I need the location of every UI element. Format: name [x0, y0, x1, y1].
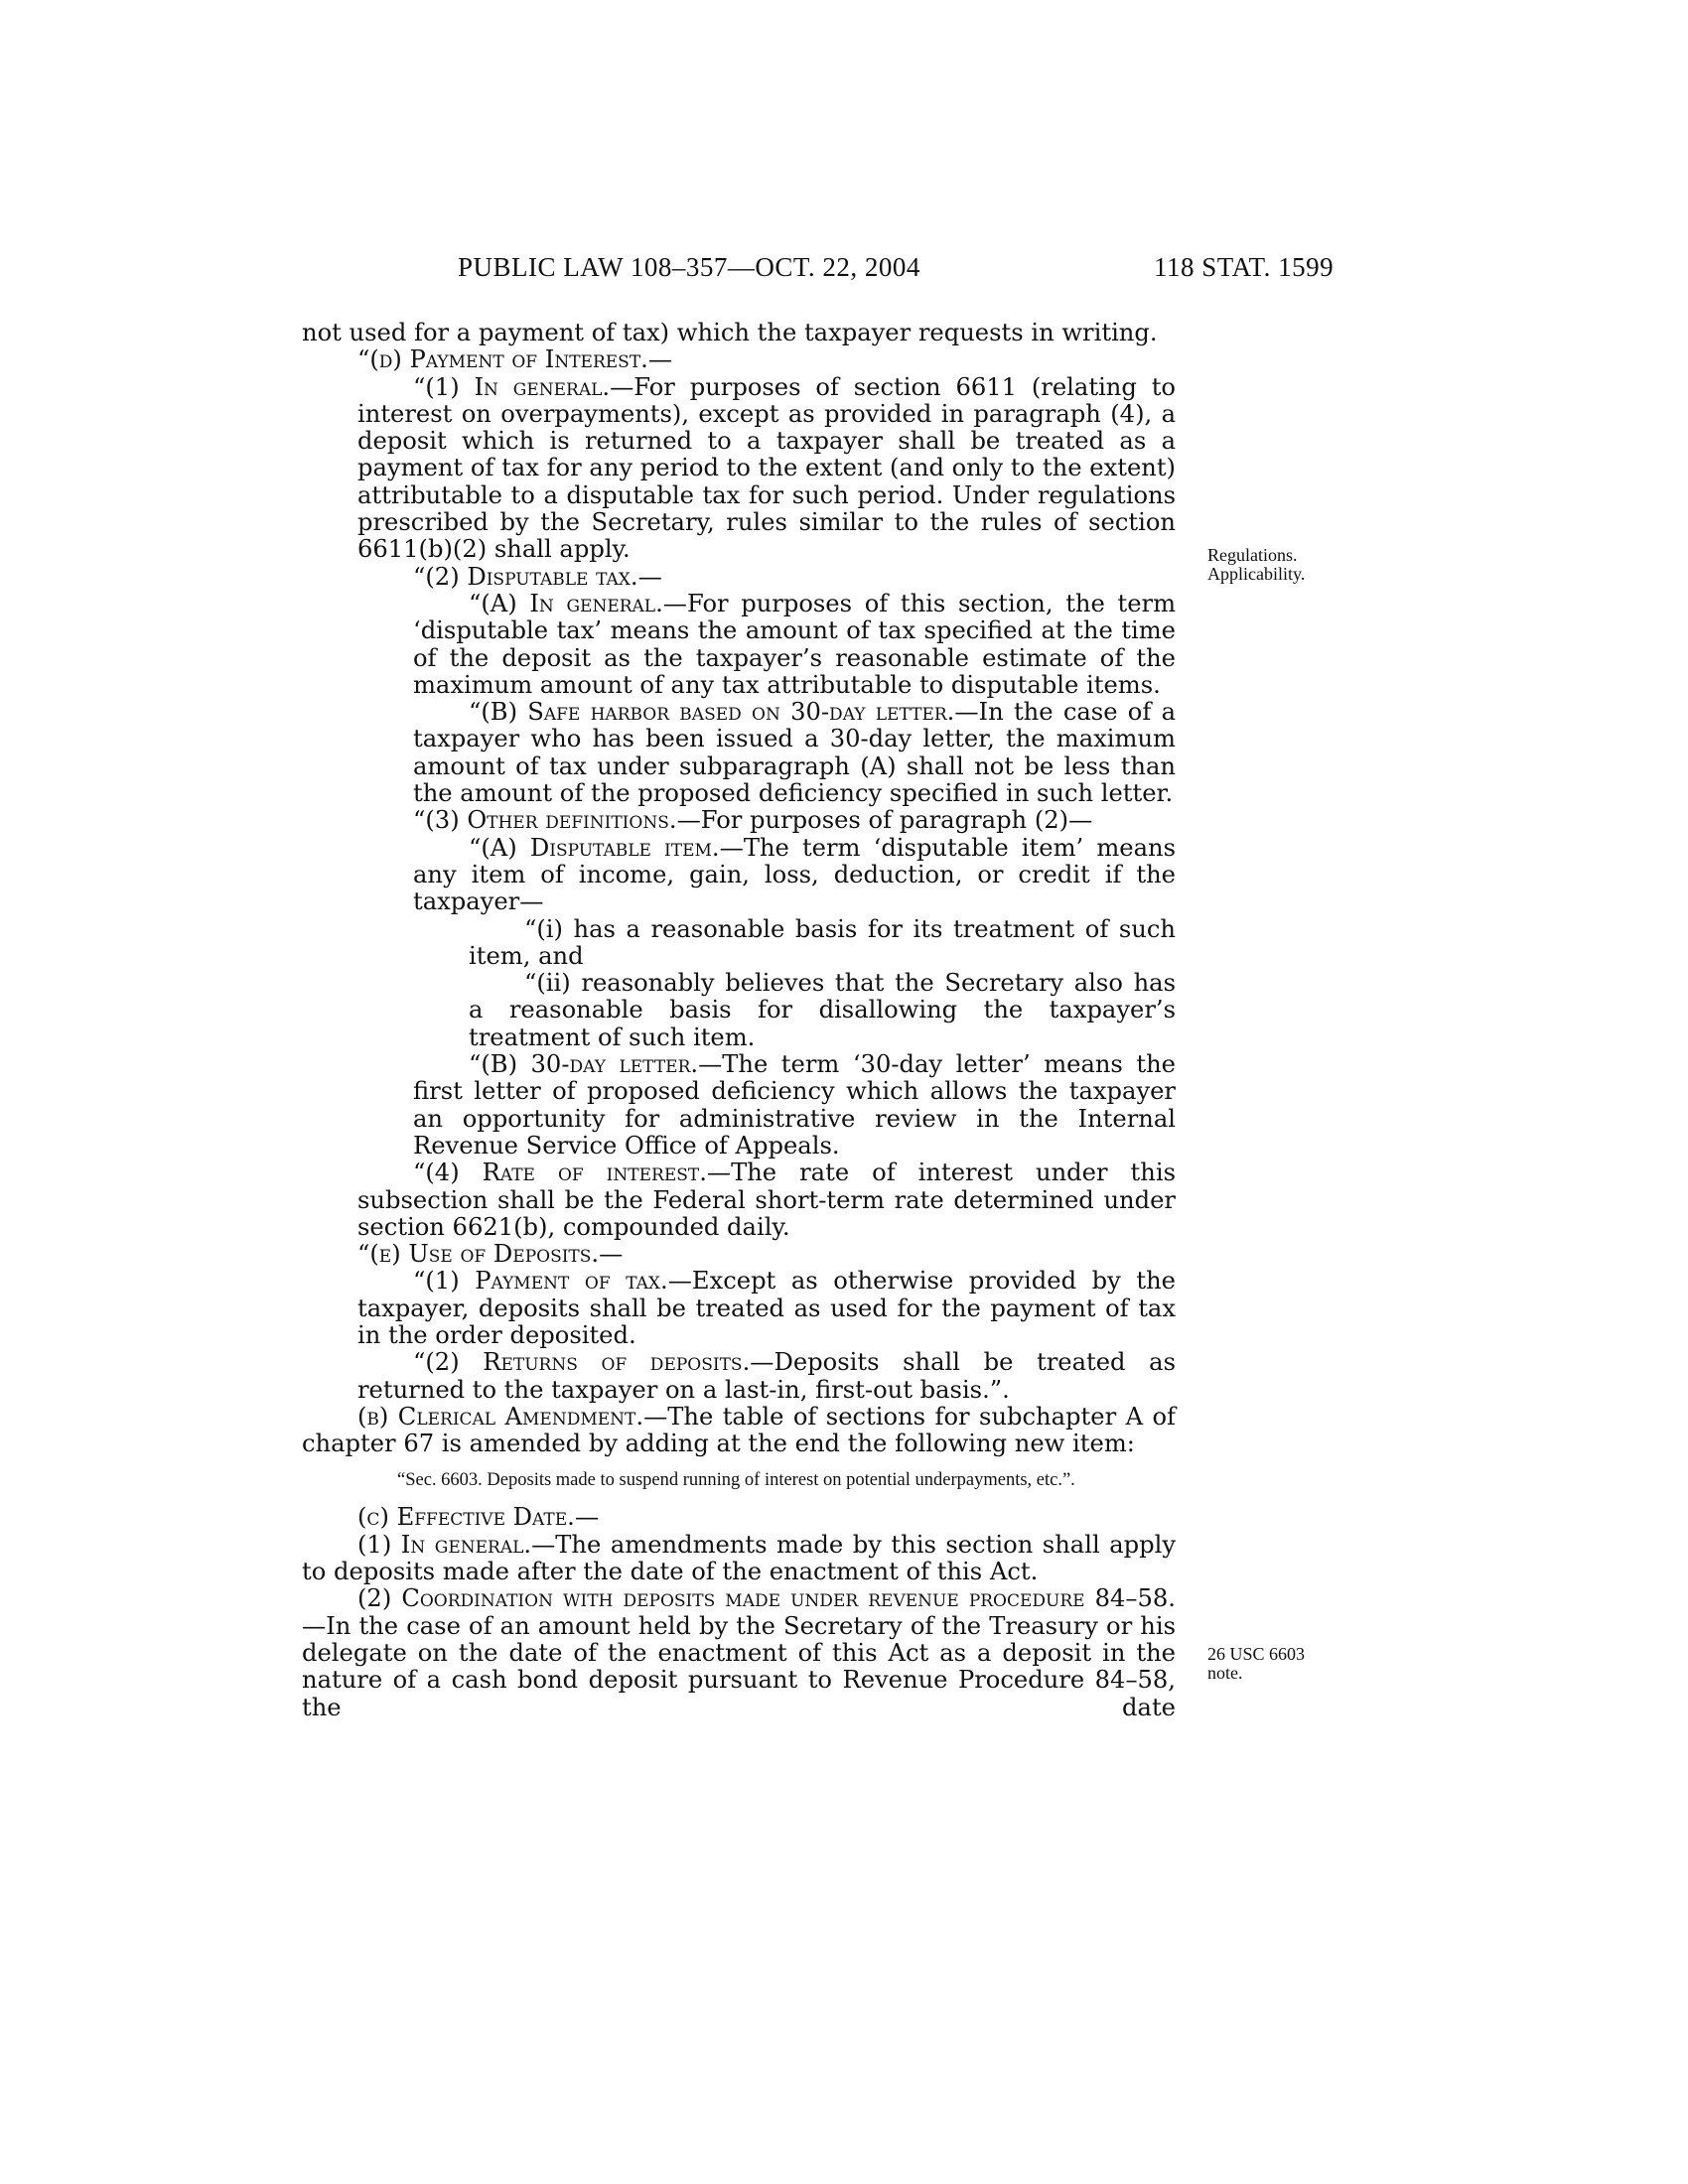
heading-text: (c) Effective Date.—	[357, 1503, 600, 1532]
paragraph-heading: (b) Clerical Amendment.	[357, 1402, 644, 1431]
paragraph-continuation: not used for a payment of tax) which the taxpayer requests in writing.	[302, 319, 1158, 346]
paragraph-text: —The table of sections for subchapter A of chapter 67 is amended by adding at the end the following new item:	[302, 1402, 1176, 1458]
paragraph-heading: “(1) In general.	[413, 372, 611, 401]
paragraph-text: —For purposes of paragraph (2)—	[676, 806, 1093, 835]
paragraph-heading: “(B) Safe harbor based on 30-day letter.	[469, 698, 955, 727]
paragraph-text: —In the case of a taxpayer who has been issued a 30-day letter, the maximum amount of tax under subparagraph (A) shall not be less than the amount of the proposed deficiency specified in such letter.	[413, 698, 1176, 808]
paragraph-text: —The amendments made by this section shall apply to deposits made after the date of the enactment of this Act.	[302, 1530, 1176, 1586]
paragraph-c2	[302, 1585, 1176, 1720]
paragraph-text: —The term ‘30-day letter’ means the first letter of proposed deficiency which allows the taxpayer an opportunity for administrative review in the Internal Revenue Service Office of Appeals.	[413, 1050, 1176, 1160]
paragraph-text: —The rate of interest under this subsection shall be the Federal short-term rate determined under section 6621(b), compounded daily.	[357, 1159, 1176, 1241]
clause-ii: “(ii) reasonably believes that the Secretary also has a reasonable basis for disallowing the taxpayer’s treatment of such item.	[469, 969, 1176, 1051]
paragraph-d4	[302, 1160, 1176, 1241]
paragraph-c1	[302, 1532, 1176, 1586]
paragraph-e2	[302, 1349, 1176, 1404]
margin-note-line: Regulations.	[1207, 545, 1298, 565]
header-stat-page: 118 STAT. 1599	[1154, 252, 1335, 282]
heading-text: “(d) Payment of Interest.—	[357, 345, 673, 374]
running-header	[0, 252, 1688, 292]
margin-note-line: 26 USC 6603	[1207, 1644, 1306, 1664]
heading-c-effective-date	[302, 1504, 1176, 1531]
paragraph-heading: “(3) Other definitions.	[413, 806, 677, 835]
paragraph-heading: (2) Coordination with deposits made under revenue procedure 84–58.	[357, 1584, 1176, 1613]
paragraph-d3	[302, 807, 1176, 834]
paragraph-heading: (1) In general.	[357, 1530, 532, 1559]
paragraph-e1	[302, 1268, 1176, 1349]
heading-e-use-of-deposits	[302, 1241, 1176, 1268]
margin-note-line: Applicability.	[1207, 564, 1306, 584]
paragraph-text: —For purposes of section 6611 (relating to interest on overpayments), except as provided in paragraph (4), a deposit which is returned to a taxpayer shall be treated as a payment of tax for any period to the extent (and only to the extent) attributable to a disputable tax for such period. Under regulations prescribed by the Secretary, rules similar to the rules of section 6611(b)(2) shall apply.	[357, 372, 1176, 564]
paragraph-heading: “(2) Returns of deposits.	[413, 1348, 751, 1377]
table-of-sections-item: “Sec. 6603. Deposits made to suspend running of interest on potential underpayments, etc.”.	[397, 1470, 1075, 1491]
paragraph-heading: “(B) 30-day letter.	[469, 1050, 699, 1079]
statute-body	[302, 320, 1176, 1721]
paragraph-heading: “(A) Disputable item.	[469, 833, 720, 862]
paragraph-text: —For purposes of this section, the term ‘disputable tax’ means the amount of tax specified at the time of the deposit as the taxpayer’s reasonable estimate of the maximum amount of any tax attributable to disputable items.	[413, 589, 1177, 699]
margin-note-line: note.	[1207, 1663, 1243, 1683]
paragraph-d2b	[302, 699, 1176, 807]
paragraph-text: —In the case of an amount held by the Secretary of the Treasury or his delegate on the date of the enactment of this Act as a deposit in the nature of a cash bond deposit pursuant to Revenue Procedure 84–58, the date	[302, 1611, 1176, 1721]
heading-text: “(e) Use of Deposits.—	[357, 1240, 624, 1269]
paragraph-heading: “(1) Payment of tax.	[413, 1267, 668, 1296]
paragraph-d2a	[302, 591, 1176, 699]
header-public-law: PUBLIC LAW 108–357—OCT. 22, 2004	[458, 252, 920, 282]
paragraph-b-clerical-amendment	[302, 1404, 1176, 1458]
paragraph-d3b	[302, 1051, 1176, 1160]
paragraph-heading: “(4) Rate of interest.	[413, 1159, 707, 1187]
paragraph-text: —Deposits shall be treated as returned to the taxpayer on a last-in, first-out basis.”.	[357, 1348, 1176, 1404]
clause-i: “(i) has a reasonable basis for its treatment of such item, and	[469, 914, 1176, 970]
paragraph-text: —The term ‘disputable item’ means any item of income, gain, loss, deduction, or credit if the taxpayer—	[413, 833, 1176, 916]
heading-d2-disputable-tax	[302, 564, 1176, 591]
heading-text: “(2) Disputable tax.—	[413, 562, 662, 591]
paragraph-text: —Except as otherwise provided by the taxpayer, deposits shall be treated as used for the payment of tax in the order deposited.	[357, 1267, 1176, 1349]
margin-note-usc	[1207, 1645, 1305, 1683]
paragraph-heading: “(A) In general.	[469, 589, 663, 617]
paragraph-d3a	[302, 835, 1176, 916]
paragraph-d1	[302, 374, 1176, 564]
margin-note-regulations	[1207, 546, 1305, 584]
heading-d-payment-of-interest	[302, 346, 1176, 373]
